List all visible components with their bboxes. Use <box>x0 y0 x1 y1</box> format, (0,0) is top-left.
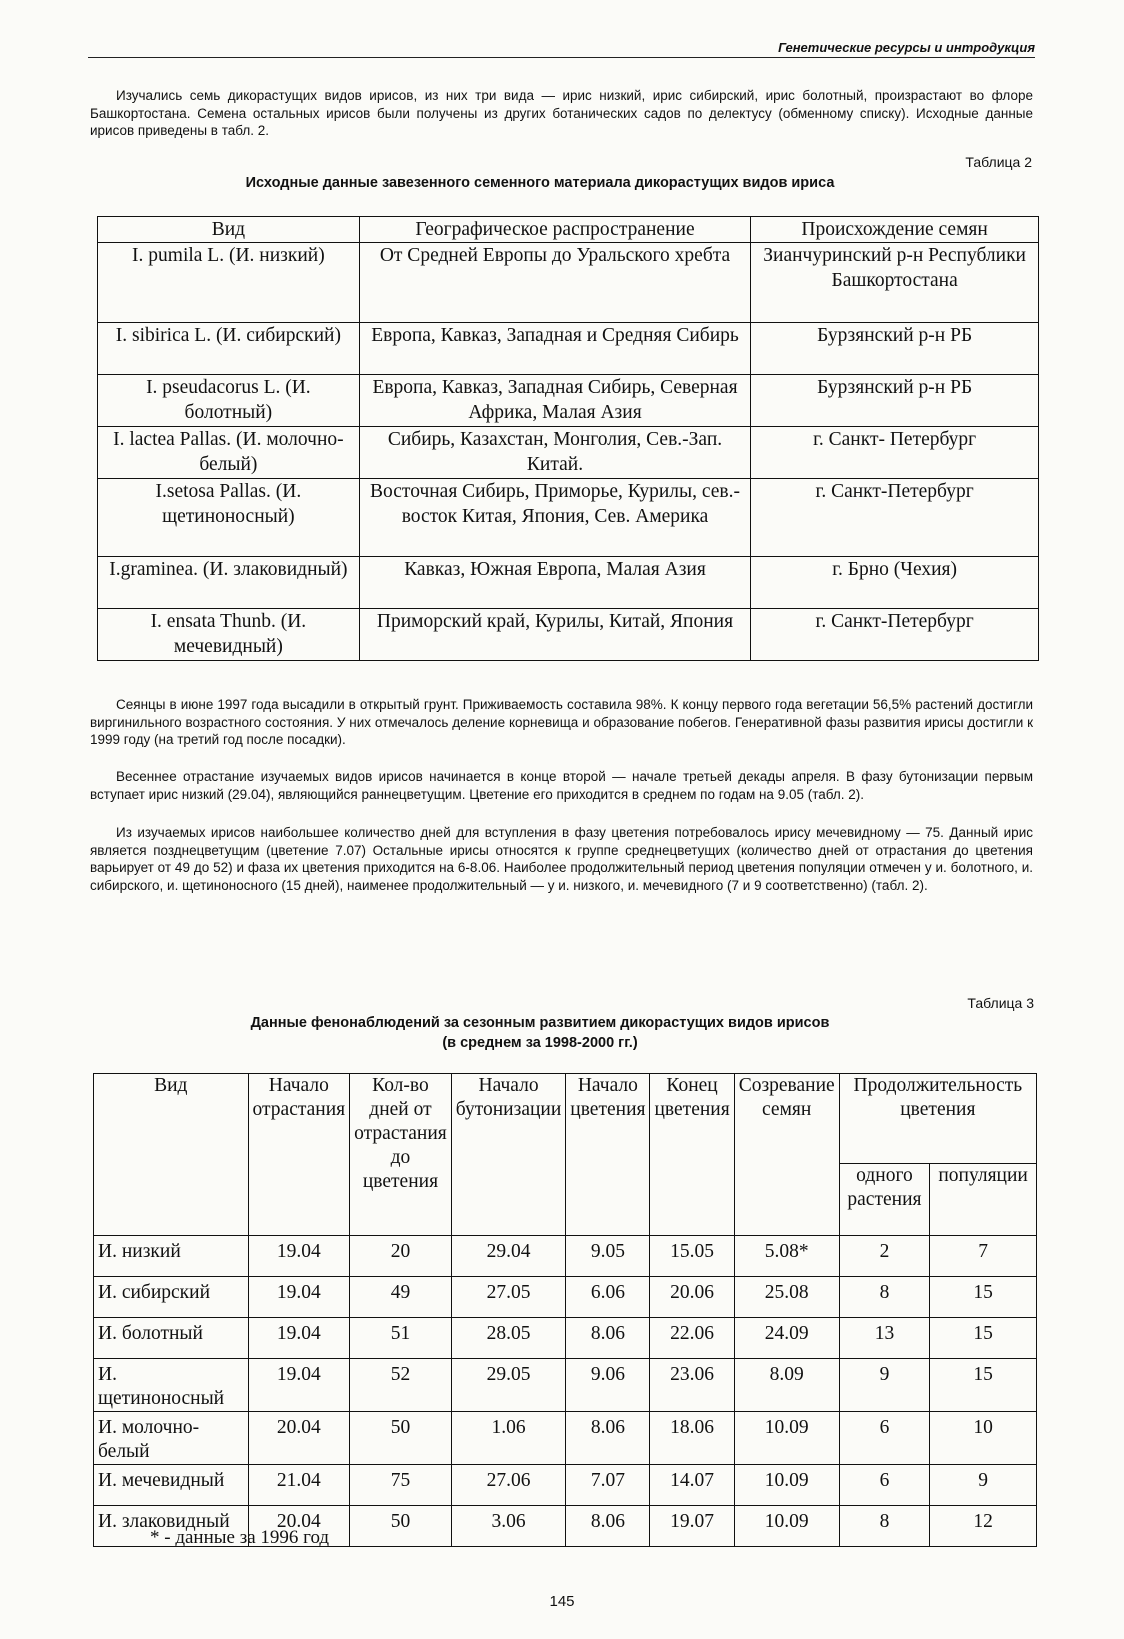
table3-cell: 22.06 <box>650 1318 734 1359</box>
table2-row <box>98 557 1039 609</box>
table3-cell: 9.06 <box>566 1359 650 1412</box>
table2-cell: г. Санкт-Петербург <box>751 479 1039 557</box>
table3-title: Данные фенонаблюдений за сезонным развитием дикорастущих видов ирисов <box>250 1015 830 1031</box>
table2-row <box>98 479 1039 557</box>
table2-label: Таблица 2 <box>965 154 1032 170</box>
body-paragraph: Весеннее отрастание изучаемых видов ирисов начинается в конце второй — начале третьей декады апреля. В фазу бутонизации первым вступает ирис низкий (29.04), являющийся раннецветущим. Цветение его приходится в среднем по годам на 9.05 (табл. 2). <box>90 769 1033 802</box>
table3-cell: 24.09 <box>734 1318 839 1359</box>
table3-cell: 10.09 <box>734 1506 839 1547</box>
table3-cell: 20.04 <box>248 1506 350 1547</box>
table3-cell: 10 <box>930 1412 1037 1465</box>
table3-cell: 8 <box>839 1506 930 1547</box>
table3-row <box>94 1236 1037 1277</box>
table2-cell: г. Брно (Чехия) <box>751 557 1039 609</box>
table3-cell: 2 <box>839 1236 930 1277</box>
table3-cell: 15 <box>930 1318 1037 1359</box>
table3-cell: 1.06 <box>451 1412 565 1465</box>
table2-cell: I.setosa Pallas. (И. щетиноносный) <box>98 479 360 557</box>
table3-cell: 19.04 <box>248 1236 350 1277</box>
table3-row <box>94 1318 1037 1359</box>
table3-cell: 18.06 <box>650 1412 734 1465</box>
table3-cell: 23.06 <box>650 1359 734 1412</box>
table3-cell: 13 <box>839 1318 930 1359</box>
table3-cell: 27.06 <box>451 1465 565 1506</box>
table3-header-cell: Начало цветения <box>566 1074 650 1236</box>
table3-cell: И. молочно-белый <box>94 1412 249 1465</box>
table3-header-cell: Созревание семян <box>734 1074 839 1236</box>
table3-cell: И. мечевидный <box>94 1465 249 1506</box>
table3-cell: 9 <box>930 1465 1037 1506</box>
table3-cell: 14.07 <box>650 1465 734 1506</box>
footnote: * - данные за 1996 год <box>150 1527 330 1548</box>
table2-header-cell: Географическое распространение <box>359 217 751 243</box>
table3-header-cell: Начало бутонизации <box>451 1074 565 1236</box>
table3-cell: 19.04 <box>248 1359 350 1412</box>
table3-cell: 20.04 <box>248 1412 350 1465</box>
table3-header-cell: Кол-во дней от отрастания до цветения <box>350 1074 452 1236</box>
table3-header-cell: Начало отрастания <box>248 1074 350 1236</box>
table2-cell: г. Санкт- Петербург <box>751 427 1039 479</box>
table3-cell: И. низкий <box>94 1236 249 1277</box>
table3-cell: 51 <box>350 1318 452 1359</box>
table3-cell: 19.04 <box>248 1318 350 1359</box>
table2-cell: Зианчуринский р-н Республики Башкортостана <box>751 243 1039 323</box>
table2-cell: Бурзянский р-н РБ <box>751 323 1039 375</box>
table3-cell: 15.05 <box>650 1236 734 1277</box>
table3-row <box>94 1277 1037 1318</box>
table3-cell: 8.06 <box>566 1412 650 1465</box>
table3-cell: 6 <box>839 1465 930 1506</box>
table3-cell: 52 <box>350 1359 452 1412</box>
table2-cell: Сибирь, Казахстан, Монголия, Сев.-Зап. Китай. <box>359 427 751 479</box>
table3-cell: 10.09 <box>734 1412 839 1465</box>
table2-header-cell: Происхождение семян <box>751 217 1039 243</box>
table3-cell: 49 <box>350 1277 452 1318</box>
table3-cell: 15 <box>930 1277 1037 1318</box>
table2-cell: Восточная Сибирь, Приморье, Курилы, сев.-восток Китая, Япония, Сев. Америка <box>359 479 751 557</box>
table3-row <box>94 1465 1037 1506</box>
table3-cell: 8.06 <box>566 1506 650 1547</box>
table3-cell: И. болотный <box>94 1318 249 1359</box>
table3-header-cell: Продолжительность цветения <box>839 1074 1036 1164</box>
table3-cell: 19.07 <box>650 1506 734 1547</box>
table3-cell: 29.05 <box>451 1359 565 1412</box>
table3-cell: 29.04 <box>451 1236 565 1277</box>
body-paragraph: Сеянцы в июне 1997 года высадили в открытый грунт. Приживаемость составила 98%. К концу первого года вегетации 56,5% растений достигли виргинильного возрастного состояния. У них отмечалось деление корневища и образование побегов. Генеративной фазы развития ирисы достигли к 1999 году (на третий год после посадки). <box>90 697 1033 748</box>
table3-cell: И. злаковидный <box>94 1506 249 1547</box>
table3-cell: 20 <box>350 1236 452 1277</box>
table3-cell: 6 <box>839 1412 930 1465</box>
table2-cell: I.graminea. (И. злаковидный) <box>98 557 360 609</box>
table2-cell: I. pseudacorus L. (И. болотный) <box>98 375 360 427</box>
table2-row <box>98 323 1039 375</box>
table2-row <box>98 427 1039 479</box>
table3-cell: И. сибирский <box>94 1277 249 1318</box>
table3-cell: 10.09 <box>734 1465 839 1506</box>
table3-cell: 9.05 <box>566 1236 650 1277</box>
table2-header-cell: Вид <box>98 217 360 243</box>
table3-cell: 50 <box>350 1412 452 1465</box>
table3-label: Таблица 3 <box>967 995 1034 1011</box>
table2-cell: Европа, Кавказ, Западная Сибирь, Северная Африка, Малая Азия <box>359 375 751 427</box>
table3 <box>93 1073 1037 1547</box>
table2-cell: Приморский край, Курилы, Китай, Япония <box>359 609 751 661</box>
table3-cell: 28.05 <box>451 1318 565 1359</box>
table2-cell: I. ensata Thunb. (И. мечевидный) <box>98 609 360 661</box>
table3-cell: 50 <box>350 1506 452 1547</box>
table3-cell: 3.06 <box>451 1506 565 1547</box>
table3-cell: 5.08* <box>734 1236 839 1277</box>
table2-cell: г. Санкт-Петербург <box>751 609 1039 661</box>
table3-cell: 27.05 <box>451 1277 565 1318</box>
table2-cell: Кавказ, Южная Европа, Малая Азия <box>359 557 751 609</box>
table3-cell: 9 <box>839 1359 930 1412</box>
table3-subtitle: (в среднем за 1998-2000 гг.) <box>442 1035 638 1051</box>
table3-cell: 25.08 <box>734 1277 839 1318</box>
page-number: 145 <box>549 1593 575 1610</box>
table2-cell: Бурзянский р-н РБ <box>751 375 1039 427</box>
table2-title: Исходные данные завезенного семенного материала дикорастущих видов ириса <box>245 175 835 191</box>
table3-cell: 8.09 <box>734 1359 839 1412</box>
table2-row <box>98 243 1039 323</box>
table3-cell: 15 <box>930 1359 1037 1412</box>
table2-cell: Европа, Кавказ, Западная и Средняя Сибирь <box>359 323 751 375</box>
intro-paragraph: Изучались семь дикорастущих видов ирисов, из них три вида — ирис низкий, ирис сибирский, ирис болотный, произрастают во флоре Башкортостана. Семена остальных ирисов были получены из других ботанических садов по делектусу (обменному списку). Исходные данные ирисов приведены в табл. 2. <box>90 88 1033 139</box>
table2-row <box>98 375 1039 427</box>
table3-subheader-cell: одного растения <box>839 1164 930 1236</box>
table3-header-cell: Вид <box>94 1074 249 1236</box>
table3-cell: 7.07 <box>566 1465 650 1506</box>
body-paragraph: Из изучаемых ирисов наибольшее количество дней для вступления в фазу цветения потребовалось ирису мечевидному — 75. Данный ирис является позднецветущим (цветение 7.07) Остальные ирисы относятся к группе среднецветущих (количество дней от отрастания до цветения варьирует от 49 до 52) и фаза их цветения приходится на 6-8.06. Наиболее продолжительный период цветения популяции отмечен у и. болотного, и. сибирского, и. щетиноносного (15 дней), наименее продолжительный — у и. низкого, и. мечевидного (7 и 9 соответственно) (табл. 2). <box>90 825 1033 893</box>
table2-cell: I. lactea Pallas. (И. молочно-белый) <box>98 427 360 479</box>
table3-cell: 8 <box>839 1277 930 1318</box>
table3-header-row <box>94 1074 1037 1164</box>
table2 <box>97 216 1039 661</box>
table2-cell: От Средней Европы до Уральского хребта <box>359 243 751 323</box>
table3-cell: 8.06 <box>566 1318 650 1359</box>
table3-subheader-cell: популяции <box>930 1164 1037 1236</box>
table2-cell: I. sibirica L. (И. сибирский) <box>98 323 360 375</box>
table3-cell: И. щетиноносный <box>94 1359 249 1412</box>
table3-cell: 7 <box>930 1236 1037 1277</box>
table3-cell: 19.04 <box>248 1277 350 1318</box>
table3-cell: 20.06 <box>650 1277 734 1318</box>
table3-header-cell: Конец цветения <box>650 1074 734 1236</box>
table3-cell: 6.06 <box>566 1277 650 1318</box>
table3-row <box>94 1412 1037 1465</box>
table3-row <box>94 1359 1037 1412</box>
table3-cell: 12 <box>930 1506 1037 1547</box>
table2-cell: I. pumila L. (И. низкий) <box>98 243 360 323</box>
table3-cell: 75 <box>350 1465 452 1506</box>
running-header: Генетические ресурсы и интродукция <box>88 40 1035 58</box>
table2-row <box>98 609 1039 661</box>
table3-cell: 21.04 <box>248 1465 350 1506</box>
table2-header-row <box>98 217 1039 243</box>
